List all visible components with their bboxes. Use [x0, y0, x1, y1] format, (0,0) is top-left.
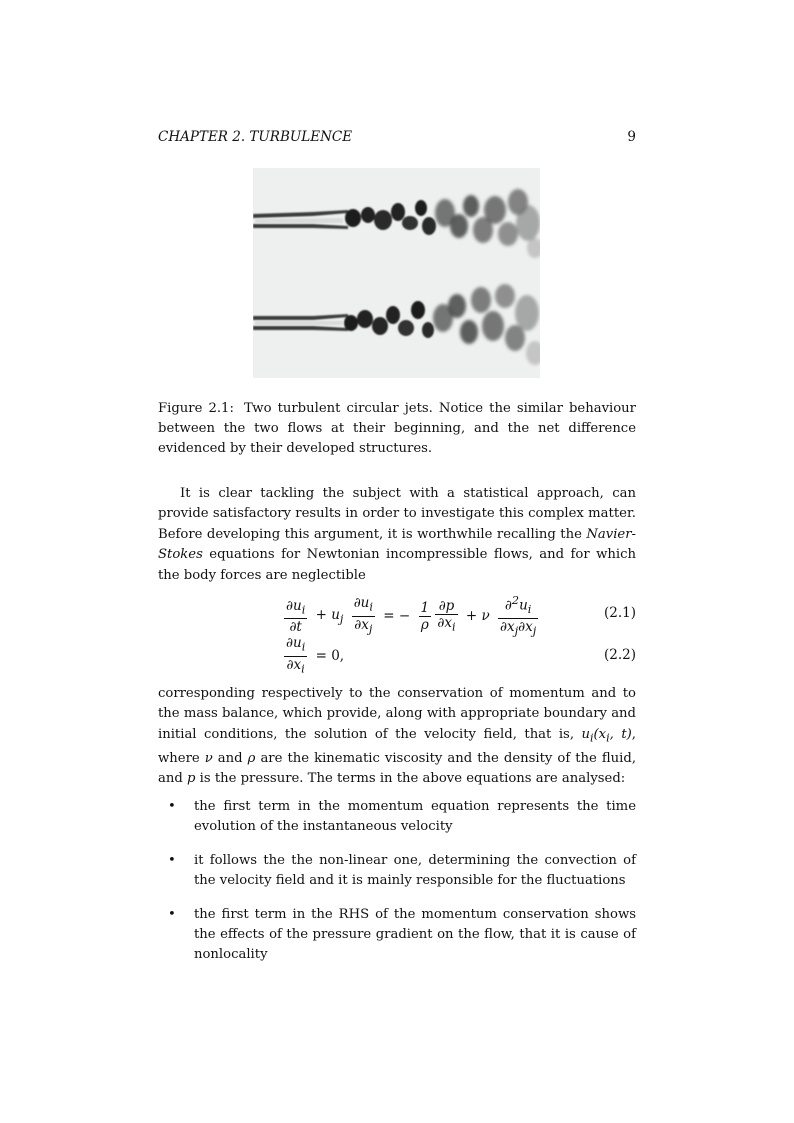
page: [158, 0, 636, 1123]
equation-block: [158, 593, 636, 676]
paragraph-conservation-text-a: corresponding respectively to the conservation of momentum and to the mass balance, which provide, along with appropriate boundary and initial conditions, the solution of the velocity field, that is,: [158, 686, 636, 742]
figure-label: Figure 2.1:: [158, 401, 234, 416]
bullet-icon: •: [168, 853, 176, 868]
paragraph-conservation-text-d: are the kinematic viscosity and the density of the fluid, and: [158, 750, 637, 787]
bullet-icon: •: [168, 799, 176, 814]
bullet-icon: •: [168, 907, 176, 922]
figure-caption: [158, 399, 636, 459]
jets-illustration: [253, 168, 540, 378]
paragraph-conservation-text-b: , where: [158, 726, 636, 766]
list-item-text: it follows the the non-linear one, determining the convection of the velocity field and it is mainly responsible for the fluctuations: [194, 853, 636, 888]
paragraph-conservation-text-c: and: [212, 750, 248, 766]
paragraph-intro: [158, 484, 636, 586]
equation-continuity: $\frac{\partial u_i}{\partial x_i}$ = 0,: [286, 635, 345, 676]
list-item-text: the first term in the momentum equation represents the time evolution of the instantaneous velocity: [194, 799, 636, 834]
paragraph-intro-text-a: It is clear tackling the subject with a statistical approach, can provide satisfactory results in order to investigate this complex matter. Before developing this argument, it is worthwhile recalling the: [158, 486, 636, 542]
paragraph-conservation: [158, 684, 636, 790]
list-item: [158, 905, 636, 965]
paragraph-intro-text-b: equations for Newtonian incompressible flows, and for which the body forces are neglectible: [158, 547, 636, 583]
math-nu: ν: [204, 750, 213, 766]
math-rho: ρ: [247, 750, 256, 766]
terms-list: [158, 797, 636, 979]
list-item: [158, 797, 636, 837]
page-number: 9: [627, 129, 636, 145]
math-p: p: [187, 771, 196, 787]
equation-number-2-1: (2.1): [603, 605, 636, 621]
list-item-text: the first term in the RHS of the momentum conservation shows the effects of the pressure gradient on the flow, that it is cause of nonlocality: [194, 907, 636, 962]
equation-number-2-2: (2.2): [603, 647, 636, 663]
figure-caption-text: Two turbulent circular jets. Notice the similar behaviour between the two flows at their beginning, and the net difference evidenced by their developed structures.: [158, 401, 636, 456]
paragraph-conservation-text-e: is the pressure. The terms in the above equations are analysed:: [195, 771, 626, 787]
figure-jets-image: [253, 168, 540, 378]
chapter-title: CHAPTER 2. TURBULENCE: [158, 129, 353, 145]
navier-stokes-emphasis: Navier-Stokes: [158, 526, 636, 563]
list-item: [158, 851, 636, 891]
equation-momentum: $\frac{\partial u_i}{\partial t}$ + $u_j$ $\frac{\partial u_i}{\partial x_j}$ = − $\frac{1}{\rho}$ $\frac{\partial p}{\partial x_i}$ + ν $\frac{\partial^2u_i}{\partial x_j\partial x_j}$: [286, 594, 537, 638]
running-header: [158, 129, 636, 145]
math-ui-xi-t: $u_i(x_i$, t): [581, 726, 632, 745]
